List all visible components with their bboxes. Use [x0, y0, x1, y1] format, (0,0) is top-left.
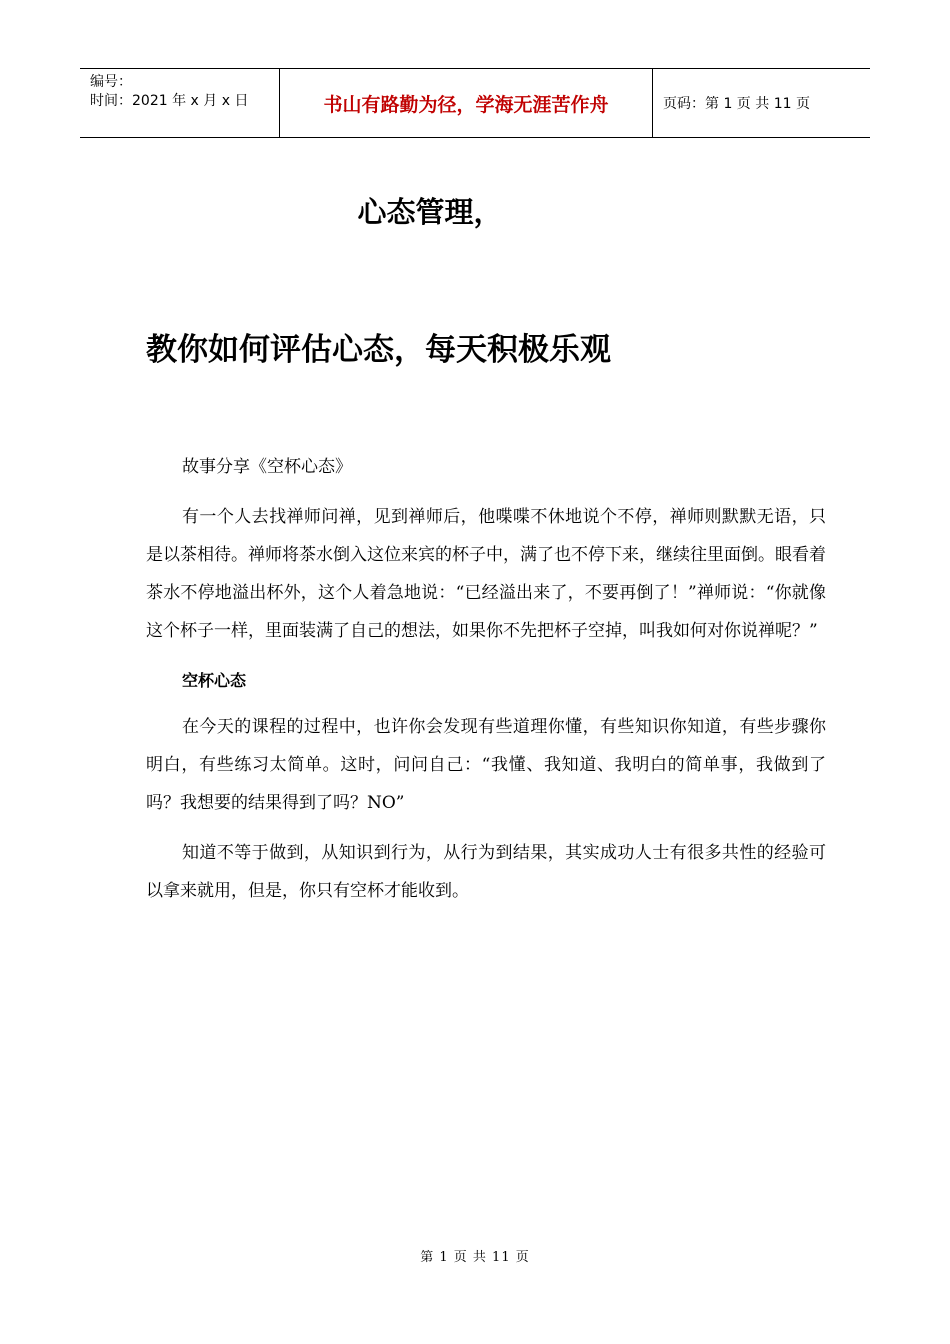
header-page-info: 页码：第 1 页 共 11 页 — [663, 96, 810, 112]
story-intro: 故事分享《空杯心态》 — [182, 457, 352, 477]
header-motto: 书山有路勤为径，学海无涯苦作舟 — [280, 69, 653, 137]
document-body — [146, 448, 826, 922]
section-heading: 空杯心态 — [182, 671, 247, 690]
page-footer: 第 1 页 共 11 页 — [420, 1250, 530, 1265]
document-subtitle: 教你如何评估心态，每天积极乐观 — [146, 332, 611, 368]
story-paragraph: 有一个人去找禅师问禅，见到禅师后，他喋喋不休地说个不停，禅师则默默无语，只是以茶相待。禅师将茶水倒入这位来宾的杯子中，满了也不停下来，继续往里面倒。眼看着茶水不停地溢出杯外，这个人着急地说：“已经溢出来了，不要再倒了！”禅师说：“你就像这个杯子一样，里面装满了自己的想法，如果你不先把杯子空掉，叫我如何对你说禅呢？” — [146, 507, 826, 641]
header-meta — [80, 69, 280, 137]
body-paragraph: 在今天的课程的过程中，也许你会发现有些道理你懂，有些知识你知道，有些步骤你明白，有些练习太简单。这时，问问自己：“我懂、我知道、我明白的简单事，我做到了吗？我想要的结果得到了吗？NO” — [146, 717, 826, 813]
body-paragraph: 知道不等于做到，从知识到行为，从行为到结果，其实成功人士有很多共性的经验可以拿来就用，但是，你只有空杯才能收到。 — [146, 843, 826, 901]
number-label: 编号： — [90, 74, 132, 90]
date-label: 时间：2021 年 x 月 x 日 — [90, 93, 249, 109]
document-header — [80, 68, 870, 138]
document-title: 心态管理， — [357, 195, 503, 229]
